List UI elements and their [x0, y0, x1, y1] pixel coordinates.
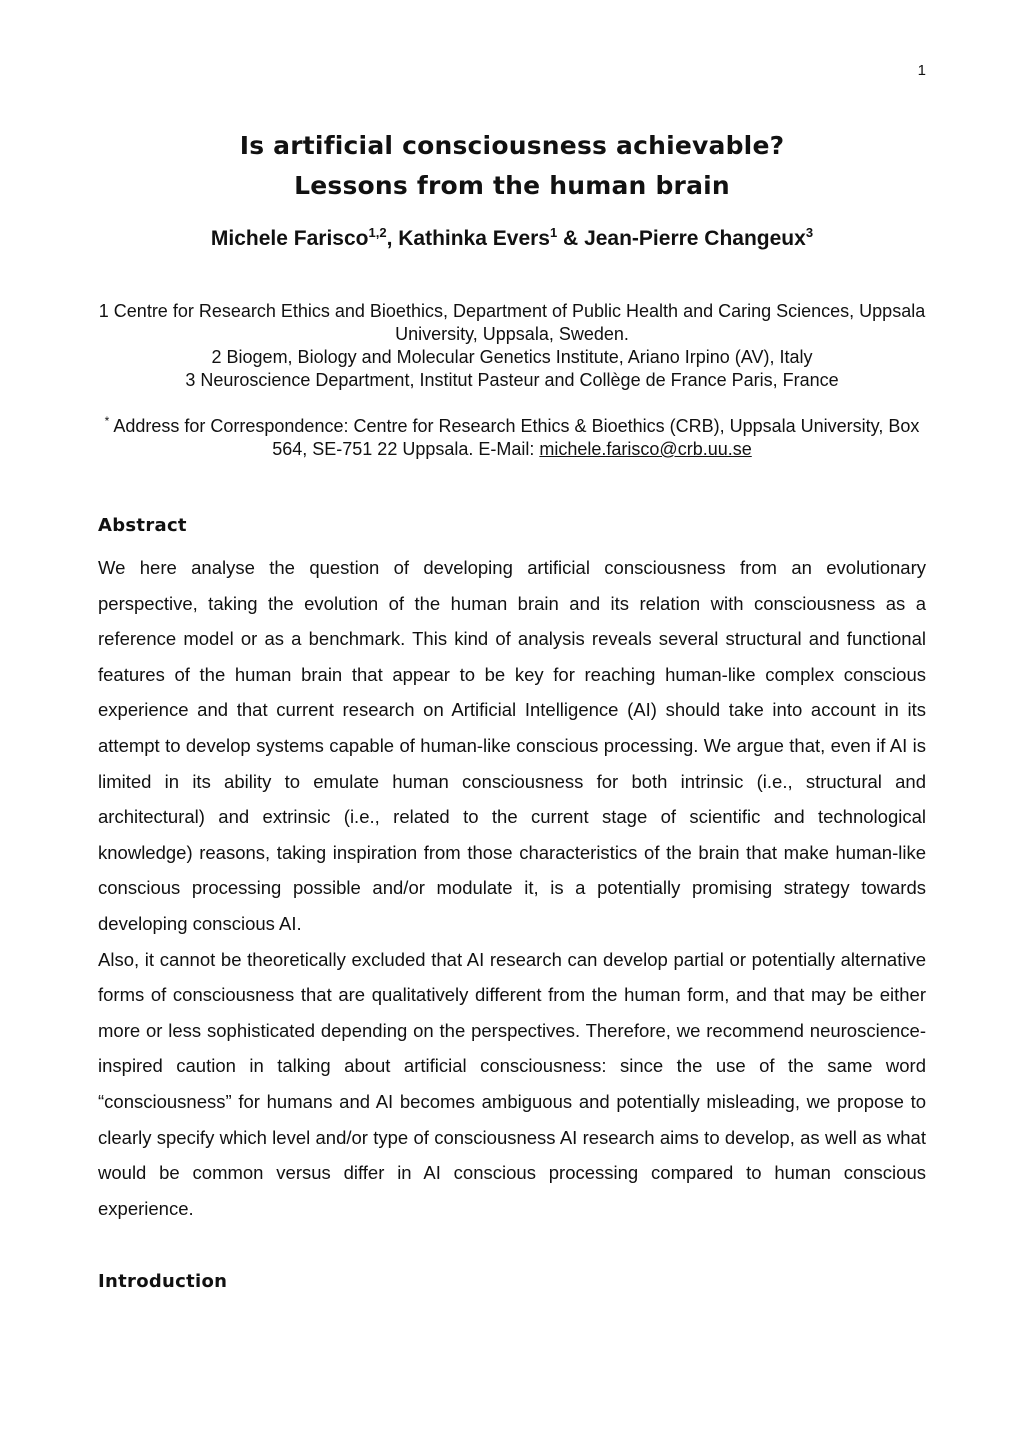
- author-name: Michele Farisco: [210, 227, 369, 250]
- title-line-1: Is artificial consciousness achievable?: [239, 131, 785, 160]
- abstract-paragraph-1: We here analyse the question of developing artificial consciousness from an evolutionary perspective, taking the evolution of the human brain and its relation with consciousness as a reference model or as a benchmark. This kind of analysis reveals several structural and functional features of the human brain that appear to be key for reaching human-like complex conscious experience and that current research on Artificial Intelligence (AI) should take into account in its attempt to develop systems capable of human-like conscious processing. We argue that, even if AI is limited in its ability to emulate human consciousness for both intrinsic (i.e., structural and architectural) and extrinsic (i.e., related to the current stage of scientific and technological knowledge) reasons, taking inspiration from those characteristics of the brain that make human-like conscious processing possible and/or modulate it, is a potentially promising strategy towards developing conscious AI.: [98, 557, 926, 934]
- author-name: Jean-Pierre Changeux: [584, 227, 806, 250]
- author-affiliation-marker: 3: [805, 225, 814, 240]
- affiliation-3: 3 Neuroscience Department, Institut Pasteur and Collège de France Paris, France: [185, 370, 839, 390]
- affiliation-2: 2 Biogem, Biology and Molecular Genetics Institute, Ariano Irpino (AV), Italy: [211, 347, 813, 367]
- affiliations: [90, 300, 934, 392]
- affiliation-1: 1 Centre for Research Ethics and Bioethics, Department of Public Health and Caring Sciences, Uppsala University, Uppsala, Sweden.: [98, 301, 926, 344]
- correspondence-text: Address for Correspondence: Centre for Research Ethics & Bioethics (CRB), Uppsala University, Box 564, SE-751 22 Uppsala. E-Mail:: [113, 416, 920, 459]
- title-line-2: Lessons from the human brain: [294, 171, 730, 200]
- abstract-heading: Abstract: [98, 515, 187, 536]
- email-link[interactable]: michele.farisco@crb.uu.se: [539, 439, 752, 459]
- author-affiliation-marker: 1,2: [368, 225, 387, 240]
- page-number: 1: [917, 62, 926, 79]
- correspondence-address: [90, 415, 934, 461]
- abstract-paragraph-2: Also, it cannot be theoretically excluded that AI research can develop partial or potentially alternative forms of consciousness that are qualitatively different from the human form, and that may be either more or less sophisticated depending on the perspectives. Therefore, we recommend neuroscience-inspired caution in talking about artificial consciousness: since the use of the same word “consciousness” for humans and AI becomes ambiguous and potentially misleading, we propose to clearly specify which level and/or type of consciousness AI research aims to develop, as well as what would be common versus differ in AI conscious processing compared to human conscious experience.: [98, 948, 926, 1219]
- author-name: Kathinka Evers: [398, 227, 550, 250]
- author-separator: &: [557, 227, 585, 250]
- author-separator: ,: [386, 227, 399, 250]
- paper-title: [0, 126, 1024, 206]
- author-affiliation-marker: 1: [549, 225, 558, 240]
- author-list: [0, 224, 1024, 254]
- abstract-body: [98, 550, 926, 1226]
- introduction-heading: Introduction: [98, 1271, 228, 1292]
- correspondence-marker: *: [104, 414, 110, 428]
